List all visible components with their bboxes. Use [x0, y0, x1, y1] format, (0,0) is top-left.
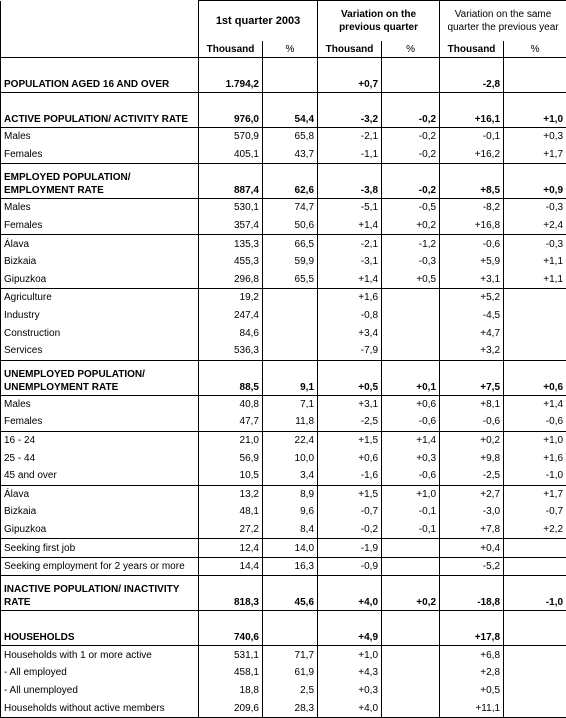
q1-thousand-cell: 740,6	[199, 611, 263, 646]
prev-quarter-percent-cell: -0,5	[382, 199, 440, 217]
q1-thousand-cell: 14,4	[199, 557, 263, 576]
prev-year-percent-cell: +0,6	[504, 360, 566, 395]
table-row	[1, 467, 566, 485]
prev-year-thousand-cell: +0,2	[440, 431, 504, 449]
prev-year-percent-cell	[504, 324, 566, 342]
prev-quarter-thousand-cell: -2,1	[318, 235, 382, 253]
row-label: Gipuzkoa	[1, 521, 199, 539]
q1-percent-cell: 59,9	[263, 253, 318, 271]
q1-percent-cell: 14,0	[263, 539, 318, 558]
prev-year-thousand-cell: -18,8	[440, 576, 504, 611]
q1-thousand-cell: 887,4	[199, 164, 263, 199]
prev-quarter-thousand-cell: -0,9	[318, 557, 382, 576]
prev-quarter-thousand-cell: -1,9	[318, 539, 382, 558]
prev-year-thousand-cell: -2,8	[440, 58, 504, 93]
prev-quarter-thousand-cell: -3,8	[318, 164, 382, 199]
prev-quarter-thousand-cell: +1,4	[318, 271, 382, 289]
prev-year-percent-cell: +1,1	[504, 271, 566, 289]
prev-year-thousand-cell: +0,4	[440, 539, 504, 558]
row-label: 25 - 44	[1, 449, 199, 467]
subheader-percent: %	[263, 41, 318, 58]
prev-quarter-thousand-cell: +1,5	[318, 431, 382, 449]
prev-quarter-thousand-cell: -5,1	[318, 199, 382, 217]
prev-year-percent-cell	[504, 307, 566, 325]
prev-quarter-thousand-cell: -2,5	[318, 413, 382, 431]
prev-year-percent-cell: +2,2	[504, 521, 566, 539]
table-row	[1, 271, 566, 289]
row-label: Males	[1, 199, 199, 217]
prev-year-percent-cell: -0,3	[504, 199, 566, 217]
table-section-row	[1, 611, 566, 646]
row-label: POPULATION AGED 16 AND OVER	[1, 58, 199, 93]
prev-year-thousand-cell: +9,8	[440, 449, 504, 467]
prev-quarter-percent-cell: +1,4	[382, 431, 440, 449]
q1-percent-cell: 10,0	[263, 449, 318, 467]
prev-quarter-percent-cell: -1,2	[382, 235, 440, 253]
prev-year-thousand-cell: +7,5	[440, 360, 504, 395]
q1-thousand-cell: 976,0	[199, 93, 263, 128]
prev-quarter-thousand-cell: +0,6	[318, 449, 382, 467]
prev-quarter-percent-cell: -0,1	[382, 521, 440, 539]
row-label: Females	[1, 413, 199, 431]
prev-quarter-percent-cell	[382, 342, 440, 360]
prev-year-thousand-cell: +6,8	[440, 646, 504, 664]
table-row	[1, 413, 566, 431]
q1-percent-cell: 28,3	[263, 699, 318, 717]
table-section-row	[1, 58, 566, 93]
table-row	[1, 557, 566, 576]
subheader-percent: %	[504, 41, 566, 58]
prev-quarter-thousand-cell: -3,1	[318, 253, 382, 271]
q1-percent-cell: 9,1	[263, 360, 318, 395]
prev-quarter-thousand-cell: +4,0	[318, 699, 382, 717]
prev-quarter-percent-cell	[382, 324, 440, 342]
q1-percent-cell	[263, 611, 318, 646]
prev-quarter-percent-cell: +0,3	[382, 449, 440, 467]
table-row	[1, 699, 566, 717]
prev-year-percent-cell	[504, 58, 566, 93]
q1-percent-cell: 45,6	[263, 576, 318, 611]
prev-year-percent-cell: -1,0	[504, 467, 566, 485]
q1-thousand-cell: 405,1	[199, 146, 263, 164]
prev-year-thousand-cell: +7,8	[440, 521, 504, 539]
q1-thousand-cell: 13,2	[199, 485, 263, 503]
prev-quarter-percent-cell	[382, 557, 440, 576]
subheader-thousand: Thousand	[199, 41, 263, 58]
table-row	[1, 395, 566, 413]
prev-quarter-percent-cell: +0,2	[382, 217, 440, 235]
prev-year-percent-cell: +1,4	[504, 395, 566, 413]
q1-percent-cell	[263, 324, 318, 342]
q1-percent-cell: 74,7	[263, 199, 318, 217]
prev-quarter-thousand-cell: +0,5	[318, 360, 382, 395]
row-label: - All employed	[1, 664, 199, 682]
q1-thousand-cell: 247,4	[199, 307, 263, 325]
row-label: Bizkaia	[1, 503, 199, 521]
table-row	[1, 539, 566, 558]
prev-year-percent-cell: -0,7	[504, 503, 566, 521]
prev-year-percent-cell	[504, 289, 566, 307]
row-label: 45 and over	[1, 467, 199, 485]
prev-year-percent-cell	[504, 682, 566, 700]
prev-quarter-percent-cell	[382, 539, 440, 558]
table-row	[1, 289, 566, 307]
prev-quarter-percent-cell	[382, 699, 440, 717]
prev-year-percent-cell: +0,9	[504, 164, 566, 199]
prev-year-thousand-cell: +2,7	[440, 485, 504, 503]
q1-thousand-cell: 19,2	[199, 289, 263, 307]
prev-year-thousand-cell: +2,8	[440, 664, 504, 682]
q1-percent-cell: 11,8	[263, 413, 318, 431]
q1-thousand-cell: 10,5	[199, 467, 263, 485]
prev-quarter-percent-cell	[382, 664, 440, 682]
q1-percent-cell: 65,8	[263, 128, 318, 146]
table-row	[1, 682, 566, 700]
row-label: Seeking first job	[1, 539, 199, 558]
q1-thousand-cell: 570,9	[199, 128, 263, 146]
prev-year-percent-cell: -1,0	[504, 576, 566, 611]
row-label: Industry	[1, 307, 199, 325]
prev-quarter-thousand-cell: +0,3	[318, 682, 382, 700]
q1-thousand-cell: 531,1	[199, 646, 263, 664]
prev-year-percent-cell: -0,6	[504, 413, 566, 431]
prev-quarter-percent-cell: +1,0	[382, 485, 440, 503]
q1-percent-cell: 65,5	[263, 271, 318, 289]
prev-year-thousand-cell: +3,1	[440, 271, 504, 289]
row-label: Seeking employment for 2 years or more	[1, 557, 199, 576]
prev-year-thousand-cell: +3,2	[440, 342, 504, 360]
row-label: Bizkaia	[1, 253, 199, 271]
prev-quarter-thousand-cell: -0,8	[318, 307, 382, 325]
row-label: INACTIVE POPULATION/ INACTIVITY RATE	[1, 576, 199, 611]
q1-thousand-cell: 56,9	[199, 449, 263, 467]
prev-quarter-thousand-cell: -7,9	[318, 342, 382, 360]
prev-year-percent-cell: +1,1	[504, 253, 566, 271]
q1-thousand-cell: 1.794,2	[199, 58, 263, 93]
prev-year-percent-cell	[504, 342, 566, 360]
prev-year-thousand-cell: -0,6	[440, 413, 504, 431]
q1-percent-cell: 62,6	[263, 164, 318, 199]
table-row	[1, 503, 566, 521]
prev-quarter-percent-cell: +0,1	[382, 360, 440, 395]
header-variation-previous-quarter: Variation on the previous quarter	[318, 1, 440, 42]
q1-percent-cell: 50,6	[263, 217, 318, 235]
row-label: UNEMPLOYED POPULATION/ UNEMPLOYMENT RATE	[1, 360, 199, 395]
row-label: Álava	[1, 235, 199, 253]
prev-quarter-percent-cell	[382, 611, 440, 646]
table-row	[1, 235, 566, 253]
prev-quarter-thousand-cell: -1,6	[318, 467, 382, 485]
row-label: - All unemployed	[1, 682, 199, 700]
prev-year-thousand-cell: +5,9	[440, 253, 504, 271]
q1-percent-cell: 3,4	[263, 467, 318, 485]
prev-year-thousand-cell: -3,0	[440, 503, 504, 521]
prev-quarter-thousand-cell: +4,3	[318, 664, 382, 682]
prev-year-percent-cell	[504, 539, 566, 558]
row-label: Females	[1, 146, 199, 164]
q1-thousand-cell: 536,3	[199, 342, 263, 360]
prev-year-thousand-cell: -0,6	[440, 235, 504, 253]
prev-year-percent-cell	[504, 557, 566, 576]
table-section-row	[1, 93, 566, 128]
q1-thousand-cell: 818,3	[199, 576, 263, 611]
q1-thousand-cell: 21,0	[199, 431, 263, 449]
subheader-thousand: Thousand	[440, 41, 504, 58]
prev-quarter-percent-cell	[382, 646, 440, 664]
row-label: Households without active members	[1, 699, 199, 717]
prev-year-percent-cell: +1,6	[504, 449, 566, 467]
header-corner	[1, 1, 199, 42]
prev-year-thousand-cell: +16,1	[440, 93, 504, 128]
row-label: Males	[1, 128, 199, 146]
prev-year-thousand-cell: -2,5	[440, 467, 504, 485]
q1-percent-cell	[263, 58, 318, 93]
q1-percent-cell: 61,9	[263, 664, 318, 682]
q1-percent-cell	[263, 342, 318, 360]
prev-year-percent-cell: +0,3	[504, 128, 566, 146]
prev-quarter-thousand-cell: +1,0	[318, 646, 382, 664]
prev-quarter-thousand-cell: +1,6	[318, 289, 382, 307]
row-label: Services	[1, 342, 199, 360]
table-section-row	[1, 360, 566, 395]
q1-percent-cell: 9,6	[263, 503, 318, 521]
prev-quarter-percent-cell	[382, 58, 440, 93]
table-section-row	[1, 576, 566, 611]
prev-quarter-thousand-cell: -1,1	[318, 146, 382, 164]
prev-quarter-percent-cell: +0,5	[382, 271, 440, 289]
prev-year-thousand-cell: +17,8	[440, 611, 504, 646]
prev-quarter-thousand-cell: +3,4	[318, 324, 382, 342]
prev-quarter-percent-cell: -0,3	[382, 253, 440, 271]
prev-year-thousand-cell: -8,2	[440, 199, 504, 217]
q1-thousand-cell: 27,2	[199, 521, 263, 539]
prev-quarter-percent-cell: -0,6	[382, 413, 440, 431]
prev-quarter-percent-cell	[382, 682, 440, 700]
prev-year-thousand-cell: -4,5	[440, 307, 504, 325]
q1-thousand-cell: 48,1	[199, 503, 263, 521]
table-section-row	[1, 164, 566, 199]
prev-quarter-percent-cell: +0,2	[382, 576, 440, 611]
q1-percent-cell: 16,3	[263, 557, 318, 576]
q1-percent-cell: 43,7	[263, 146, 318, 164]
header-variation-previous-year: Variation on the same quarter the previous year	[440, 1, 566, 42]
prev-quarter-thousand-cell: -0,7	[318, 503, 382, 521]
q1-thousand-cell: 530,1	[199, 199, 263, 217]
prev-year-percent-cell: -0,3	[504, 235, 566, 253]
row-label: 16 - 24	[1, 431, 199, 449]
header-corner-2	[1, 41, 199, 58]
row-label: HOUSEHOLDS	[1, 611, 199, 646]
table-row	[1, 431, 566, 449]
prev-year-percent-cell: +2,4	[504, 217, 566, 235]
header-1st-quarter: 1st quarter 2003	[199, 1, 318, 42]
q1-thousand-cell: 209,6	[199, 699, 263, 717]
table-row	[1, 199, 566, 217]
prev-quarter-percent-cell: -0,2	[382, 128, 440, 146]
table-row	[1, 646, 566, 664]
prev-year-thousand-cell: +11,1	[440, 699, 504, 717]
prev-year-thousand-cell: -0,1	[440, 128, 504, 146]
prev-quarter-thousand-cell: +4,0	[318, 576, 382, 611]
prev-year-thousand-cell: +8,5	[440, 164, 504, 199]
row-label: EMPLOYED POPULATION/ EMPLOYMENT RATE	[1, 164, 199, 199]
prev-year-percent-cell	[504, 646, 566, 664]
prev-year-percent-cell	[504, 611, 566, 646]
prev-year-thousand-cell: +16,8	[440, 217, 504, 235]
q1-thousand-cell: 84,6	[199, 324, 263, 342]
table-row	[1, 307, 566, 325]
prev-quarter-percent-cell: -0,6	[382, 467, 440, 485]
prev-quarter-thousand-cell: +0,7	[318, 58, 382, 93]
row-label: Álava	[1, 485, 199, 503]
prev-quarter-thousand-cell: -3,2	[318, 93, 382, 128]
prev-year-thousand-cell: +16,2	[440, 146, 504, 164]
q1-percent-cell: 71,7	[263, 646, 318, 664]
prev-year-thousand-cell: -5,2	[440, 557, 504, 576]
q1-thousand-cell: 47,7	[199, 413, 263, 431]
q1-thousand-cell: 88,5	[199, 360, 263, 395]
prev-year-thousand-cell: +4,7	[440, 324, 504, 342]
prev-quarter-thousand-cell: +1,4	[318, 217, 382, 235]
q1-thousand-cell: 296,8	[199, 271, 263, 289]
q1-percent-cell	[263, 289, 318, 307]
row-label: Agriculture	[1, 289, 199, 307]
prev-year-percent-cell	[504, 699, 566, 717]
subheader-thousand: Thousand	[318, 41, 382, 58]
row-label: ACTIVE POPULATION/ ACTIVITY RATE	[1, 93, 199, 128]
q1-thousand-cell: 40,8	[199, 395, 263, 413]
row-label: Females	[1, 217, 199, 235]
prev-year-percent-cell: +1,0	[504, 431, 566, 449]
row-label: Males	[1, 395, 199, 413]
prev-year-percent-cell: +1,7	[504, 146, 566, 164]
q1-percent-cell: 66,5	[263, 235, 318, 253]
q1-thousand-cell: 455,3	[199, 253, 263, 271]
table-row	[1, 449, 566, 467]
row-label: Gipuzkoa	[1, 271, 199, 289]
prev-quarter-percent-cell	[382, 289, 440, 307]
prev-quarter-thousand-cell: -0,2	[318, 521, 382, 539]
table-row	[1, 664, 566, 682]
q1-thousand-cell: 458,1	[199, 664, 263, 682]
q1-thousand-cell: 18,8	[199, 682, 263, 700]
q1-percent-cell: 8,9	[263, 485, 318, 503]
prev-quarter-thousand-cell: -2,1	[318, 128, 382, 146]
table-row	[1, 128, 566, 146]
q1-percent-cell	[263, 307, 318, 325]
table-row	[1, 253, 566, 271]
prev-quarter-thousand-cell: +4,9	[318, 611, 382, 646]
prev-year-thousand-cell: +5,2	[440, 289, 504, 307]
prev-quarter-percent-cell: -0,1	[382, 503, 440, 521]
prev-quarter-percent-cell: -0,2	[382, 164, 440, 199]
table-body	[1, 58, 566, 718]
q1-percent-cell: 22,4	[263, 431, 318, 449]
q1-percent-cell: 7,1	[263, 395, 318, 413]
prev-quarter-percent-cell: -0,2	[382, 146, 440, 164]
prev-year-thousand-cell: +8,1	[440, 395, 504, 413]
q1-thousand-cell: 135,3	[199, 235, 263, 253]
row-label: Construction	[1, 324, 199, 342]
table-row	[1, 146, 566, 164]
subheader-percent: %	[382, 41, 440, 58]
prev-quarter-percent-cell: +0,6	[382, 395, 440, 413]
q1-percent-cell: 54,4	[263, 93, 318, 128]
table-row	[1, 521, 566, 539]
row-label: Households with 1 or more active	[1, 646, 199, 664]
q1-percent-cell: 8,4	[263, 521, 318, 539]
prev-year-percent-cell: +1,7	[504, 485, 566, 503]
prev-year-percent-cell	[504, 664, 566, 682]
table-row	[1, 324, 566, 342]
q1-thousand-cell: 12,4	[199, 539, 263, 558]
q1-percent-cell: 2,5	[263, 682, 318, 700]
prev-quarter-percent-cell: -0,2	[382, 93, 440, 128]
prev-quarter-thousand-cell: +3,1	[318, 395, 382, 413]
table-row	[1, 342, 566, 360]
prev-year-percent-cell: +1,0	[504, 93, 566, 128]
table-row	[1, 217, 566, 235]
prev-quarter-thousand-cell: +1,5	[318, 485, 382, 503]
q1-thousand-cell: 357,4	[199, 217, 263, 235]
table-row	[1, 485, 566, 503]
prev-year-thousand-cell: +0,5	[440, 682, 504, 700]
prev-quarter-percent-cell	[382, 307, 440, 325]
